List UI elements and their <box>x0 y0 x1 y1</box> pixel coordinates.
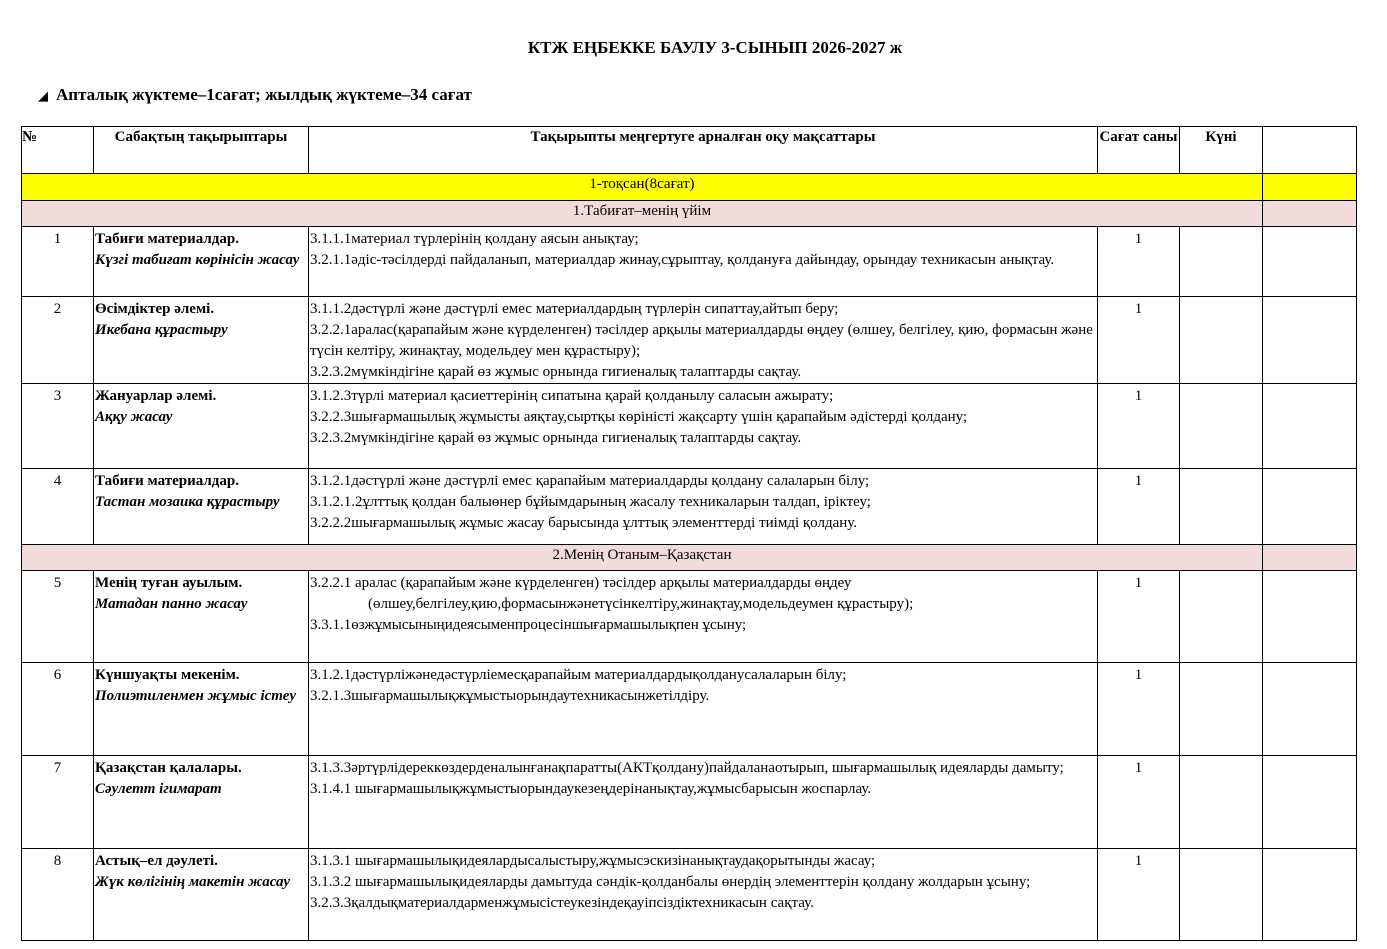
workload-subtitle <box>38 85 472 105</box>
date-cell[interactable] <box>1180 849 1263 941</box>
lesson-subtopic: Күзгі табиғат көрінісін жасау <box>95 252 300 268</box>
extra-cell[interactable] <box>1263 849 1357 941</box>
lesson-subtopic: Икебана құрастыру <box>95 322 228 338</box>
lesson-topic-cell <box>94 663 309 756</box>
header-goals: Тақырыпты меңгертуге арналған оқу мақсаттары <box>309 127 1098 174</box>
lesson-row <box>22 384 1357 469</box>
lesson-plan-table <box>21 126 1357 941</box>
extra-cell[interactable] <box>1263 756 1357 849</box>
triangle-marker-icon: ◢ <box>38 88 48 103</box>
learning-goals-cell <box>309 227 1098 297</box>
lesson-number: 6 <box>22 663 94 756</box>
lesson-topic: Қазақстан қалалары. <box>95 760 242 776</box>
lesson-topic-cell <box>94 297 309 384</box>
lesson-subtopic: Аққу жасау <box>95 409 173 425</box>
quarter-extra-cell <box>1263 174 1357 201</box>
extra-cell[interactable] <box>1263 469 1357 545</box>
hours-count: 1 <box>1098 227 1180 297</box>
lesson-row <box>22 571 1357 663</box>
document-title: КТЖ ЕҢБЕККЕ БАУЛУ 3-СЫНЫП 2026-2027 ж <box>527 38 903 57</box>
learning-goal: 3.2.3.2мүмкіндігіне қарай өз жұмыс орнында гигиеналық талаптарды сақтау. <box>310 364 802 380</box>
extra-cell[interactable] <box>1263 297 1357 384</box>
header-topics: Сабақтың тақырыптары <box>94 127 309 174</box>
lesson-topic: Табиғи материалдар. <box>95 231 239 247</box>
lesson-row <box>22 297 1357 384</box>
section-extra-cell <box>1263 201 1357 227</box>
workload-text: Апталық жүктеме–1сағат; жылдық жүктеме–34 сағат <box>56 85 472 104</box>
section-title: 2.Менің Отаным–Қазақстан <box>22 545 1263 571</box>
date-cell[interactable] <box>1180 663 1263 756</box>
date-cell[interactable] <box>1180 227 1263 297</box>
learning-goal: 3.2.2.1аралас(қарапайым және күрделенген) тәсілдер арқылы материалдарды өңдеу (өлшеу, белгілеу, қию, формасын және түсін келтіру, жинақтау, модельдеу мен құрастыру); <box>310 322 1093 359</box>
section-title: 1.Табиғат–менің үйім <box>22 201 1263 227</box>
section-row <box>22 545 1357 571</box>
lesson-number: 8 <box>22 849 94 941</box>
date-cell[interactable] <box>1180 756 1263 849</box>
learning-goals-cell <box>309 663 1098 756</box>
learning-goal: 3.1.2.1дәстүрлі және дәстүрлі емес қарапайым материалдарды қолдану салаларын білу; <box>310 473 870 489</box>
learning-goals-cell <box>309 571 1098 663</box>
learning-goals-cell <box>309 756 1098 849</box>
learning-goal: 3.1.4.1 шығармашылықжұмыстыорындаукезеңдерінанықтау,жұмысбарысын жоспарлау. <box>310 781 872 797</box>
lesson-topic: Күншуақты мекенім. <box>95 667 240 683</box>
lesson-topic-cell <box>94 227 309 297</box>
lesson-subtopic: Тастан мозаика құрастыру <box>95 494 280 510</box>
hours-count: 1 <box>1098 663 1180 756</box>
learning-goal: 3.2.2.3шығармашылық жұмысты аяқтау,сыртқы көріністі жақсарту үшін қарапайым әдістерді қолдану; <box>310 409 968 425</box>
lesson-subtopic: Жүк көлігінің макетін жасау <box>95 874 290 890</box>
hours-count: 1 <box>1098 297 1180 384</box>
lesson-topic-cell <box>94 849 309 941</box>
hours-count: 1 <box>1098 756 1180 849</box>
learning-goal: 3.2.2.1 аралас (қарапайым және күрделенген) тәсілдер арқылы материалдарды өңдеу <box>310 575 852 591</box>
lesson-topic-cell <box>94 571 309 663</box>
lesson-row <box>22 849 1357 941</box>
extra-cell[interactable] <box>1263 227 1357 297</box>
learning-goals-cell <box>309 297 1098 384</box>
hours-count: 1 <box>1098 849 1180 941</box>
lesson-topic: Менің туған ауылым. <box>95 575 243 591</box>
section-row <box>22 201 1357 227</box>
extra-cell[interactable] <box>1263 663 1357 756</box>
learning-goal: 3.1.3.1 шығармашылықидеялардысалыстыру,жұмысэскизінанықтаудақорытынды жасау; <box>310 853 876 869</box>
header-date: Күні <box>1180 127 1263 174</box>
lesson-number: 3 <box>22 384 94 469</box>
section-extra-cell <box>1263 545 1357 571</box>
date-cell[interactable] <box>1180 469 1263 545</box>
header-extra <box>1263 127 1357 174</box>
lesson-number: 1 <box>22 227 94 297</box>
lesson-number: 2 <box>22 297 94 384</box>
lesson-topic-cell <box>94 469 309 545</box>
extra-cell[interactable] <box>1263 571 1357 663</box>
learning-goal: 3.2.1.3шығармашылықжұмыстыорындаутехникасынжетілдіру. <box>310 688 710 704</box>
table-body <box>22 174 1357 941</box>
hours-count: 1 <box>1098 469 1180 545</box>
lesson-subtopic: Матадан панно жасау <box>95 596 248 612</box>
learning-goal: 3.3.1.1өзжұмысыныңидеясыменпроцесіншығармашылықпен ұсыну; <box>310 617 747 633</box>
learning-goals-cell <box>309 849 1098 941</box>
date-cell[interactable] <box>1180 297 1263 384</box>
lesson-topic: Өсімдіктер әлемі. <box>95 301 215 317</box>
lesson-row <box>22 756 1357 849</box>
lesson-topic: Табиғи материалдар. <box>95 473 239 489</box>
learning-goal: 3.2.3.3қалдықматериалдарменжұмысістеукезіндеқауіпсіздіктехникасын сақтау. <box>310 895 814 911</box>
lesson-topic-cell <box>94 756 309 849</box>
lesson-number: 4 <box>22 469 94 545</box>
learning-goal: 3.2.2.2шығармашылық жұмыс жасау барысында ұлттық элементтерді тиімді қолдану. <box>310 515 858 531</box>
learning-goals-cell <box>309 384 1098 469</box>
lesson-row <box>22 227 1357 297</box>
learning-goal: 3.1.3.3әртүрлідереккөздерденалынғанақпаратты(АКТқолдану)пайдаланаотырып, шығармашылық идеяларды дамыту; <box>310 760 1064 776</box>
learning-goal: 3.1.2.1дәстүрліжәнедәстүрліемесқарапайым материалдардықолданусалаларын білу; <box>310 667 847 683</box>
table-header-row <box>22 127 1357 174</box>
lesson-topic: Жануарлар әлемі. <box>95 388 217 404</box>
lesson-subtopic: Полиэтиленмен жұмыс істеу <box>95 688 297 704</box>
hours-count: 1 <box>1098 384 1180 469</box>
lesson-row <box>22 663 1357 756</box>
learning-goal: 3.2.1.1әдіс-тәсілдерді пайдаланып, материалдар жинау,сұрыптау, қолдануға дайындау, орындау техникасын анықтау. <box>310 252 1055 268</box>
quarter-row <box>22 174 1357 201</box>
learning-goal: 3.1.1.2дәстүрлі және дәстүрлі емес материалдардың түрлерін сипаттау,айтып беру; <box>310 301 839 317</box>
header-number: № <box>22 127 94 174</box>
lesson-topic: Астық–ел дәулеті. <box>95 853 218 869</box>
learning-goal: 3.1.2.1.2ұлттық қолдан балыөнер бұйымдарының жасалу техникаларын талдап, іріктеу; <box>310 494 871 510</box>
learning-goals-cell <box>309 469 1098 545</box>
extra-cell[interactable] <box>1263 384 1357 469</box>
lesson-number: 7 <box>22 756 94 849</box>
learning-goal: 3.1.2.3түрлі материал қасиеттерінің сипатына қарай қолданылу саласын ажырату; <box>310 388 834 404</box>
lesson-subtopic: Сәулетт ігимарат <box>95 781 222 797</box>
learning-goal: (өлшеу,белгілеу,қию,формасынжәнетүсінкелтіру,жинақтау,модельдеумен құрастыру); <box>368 596 914 612</box>
lesson-topic-cell <box>94 384 309 469</box>
learning-goal: 3.1.3.2 шығармашылықидеяларды дамытуда сәндік-қолданбалы өнердің элементтерін қолдану жолдарын ұсыну; <box>310 874 1031 890</box>
learning-goal: 3.2.3.2мүмкіндігіне қарай өз жұмыс орнында гигиеналық талаптарды сақтау. <box>310 430 802 446</box>
lesson-row <box>22 469 1357 545</box>
quarter-label: 1-тоқсан(8сағат) <box>22 174 1263 201</box>
date-cell[interactable] <box>1180 384 1263 469</box>
header-hours: Сағат саны <box>1098 127 1180 174</box>
hours-count: 1 <box>1098 571 1180 663</box>
date-cell[interactable] <box>1180 571 1263 663</box>
lesson-number: 5 <box>22 571 94 663</box>
learning-goal: 3.1.1.1материал түрлерінің қолдану аясын анықтау; <box>310 231 639 247</box>
